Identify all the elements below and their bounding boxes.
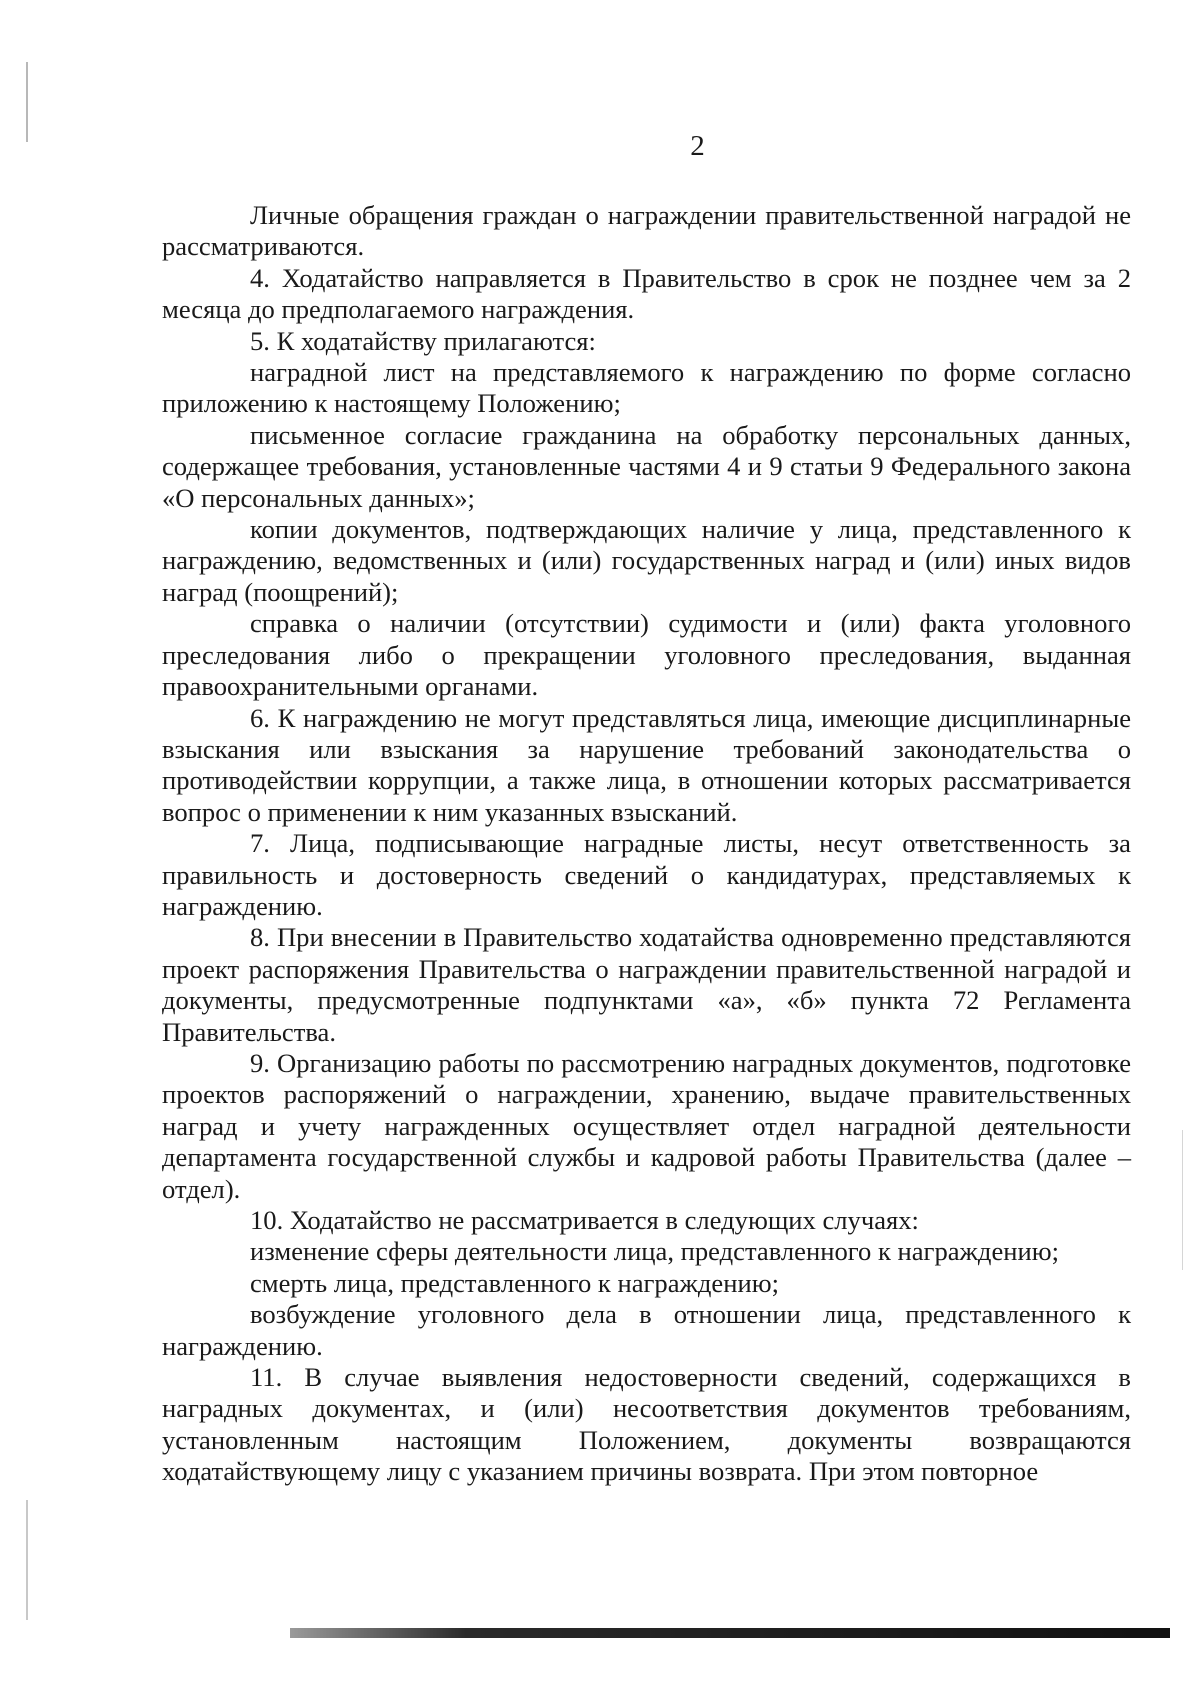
paragraph-item-11: 11. В случае выявления недостоверности сведений, содержащихся в наградных документах, и (или) несоответствия документов требованиям, установленным настоящим Положением, документы возвращаются ходатайствующему лицу с указанием причины возврата. При этом повторное xyxy=(162,1362,1131,1487)
paragraph-item-10: 10. Ходатайство не рассматривается в следующих случаях: xyxy=(250,1205,919,1235)
scan-edge-mark xyxy=(26,1500,28,1620)
paragraph-item-8: 8. При внесении в Правительство ходатайства одновременно представляются проект распоряжения Правительства о награждении правительственной наградой и документы, предусмотренные подпунктами «а», «б» пункта 72 Регламента Правительства. xyxy=(162,922,1131,1047)
paragraph-award-sheet: наградной лист на представляемого к награждению по форме согласно приложению к настоящему Положению; xyxy=(162,357,1131,419)
scan-edge-mark xyxy=(1182,1130,1183,1270)
footer-rule xyxy=(290,1628,1170,1638)
paragraph-item-5: 5. К ходатайству прилагаются: xyxy=(250,325,596,356)
paragraph-item-9: 9. Организацию работы по рассмотрению наградных документов, подготовке проектов распоряжений о награждении, хранению, выдаче правительственных наград и учету награжденных осуществляет отдел наградной деятельности департамента государственной службы и кадровой работы Правительства (далее – отдел). xyxy=(162,1047,1131,1204)
paragraph-death: смерть лица, представленного к награждению; xyxy=(250,1267,779,1298)
paragraph-personal-appeals: Личные обращения граждан о награждении правительственной наградой не рассматриваются. xyxy=(162,200,1131,262)
paragraph-criminal-case: возбуждение уголовного дела в отношении лица, представленного к награждению. xyxy=(162,1299,1131,1361)
page-number: 2 xyxy=(690,130,705,162)
paragraph-item-7: 7. Лица, подписывающие наградные листы, несут ответственность за правильность и достоверность сведений о кандидатурах, представляемых к награждению. xyxy=(162,828,1131,921)
document-body xyxy=(162,200,1131,1488)
paragraph-item-4: 4. Ходатайство направляется в Правительство в срок не позднее чем за 2 месяца до предполагаемого награждения. xyxy=(162,262,1131,325)
paragraph-item-6: 6. К награждению не могут представляться лица, имеющие дисциплинарные взыскания или взыскания за нарушение требований законодательства о противодействии коррупции, а также лица, в отношении которых рассматривается вопрос о применении к ним указанных взысканий. xyxy=(162,702,1131,827)
paragraph-consent: письменное согласие гражданина на обработку персональных данных, содержащее требования, установленные частями 4 и 9 статьи 9 Федерального закона «О персональных данных»; xyxy=(162,419,1131,513)
paragraph-criminal-record: справка о наличии (отсутствии) судимости и (или) факта уголовного преследования либо о прекращении уголовного преследования, выданная правоохранительными органами. xyxy=(162,608,1131,702)
paragraph-award-copies: копии документов, подтверждающих наличие у лица, представленного к награждению, ведомственных и (или) государственных наград и (или) иных видов наград (поощрений); xyxy=(162,514,1131,607)
paragraph-activity-change: изменение сферы деятельности лица, представленного к награждению; xyxy=(250,1236,1059,1267)
